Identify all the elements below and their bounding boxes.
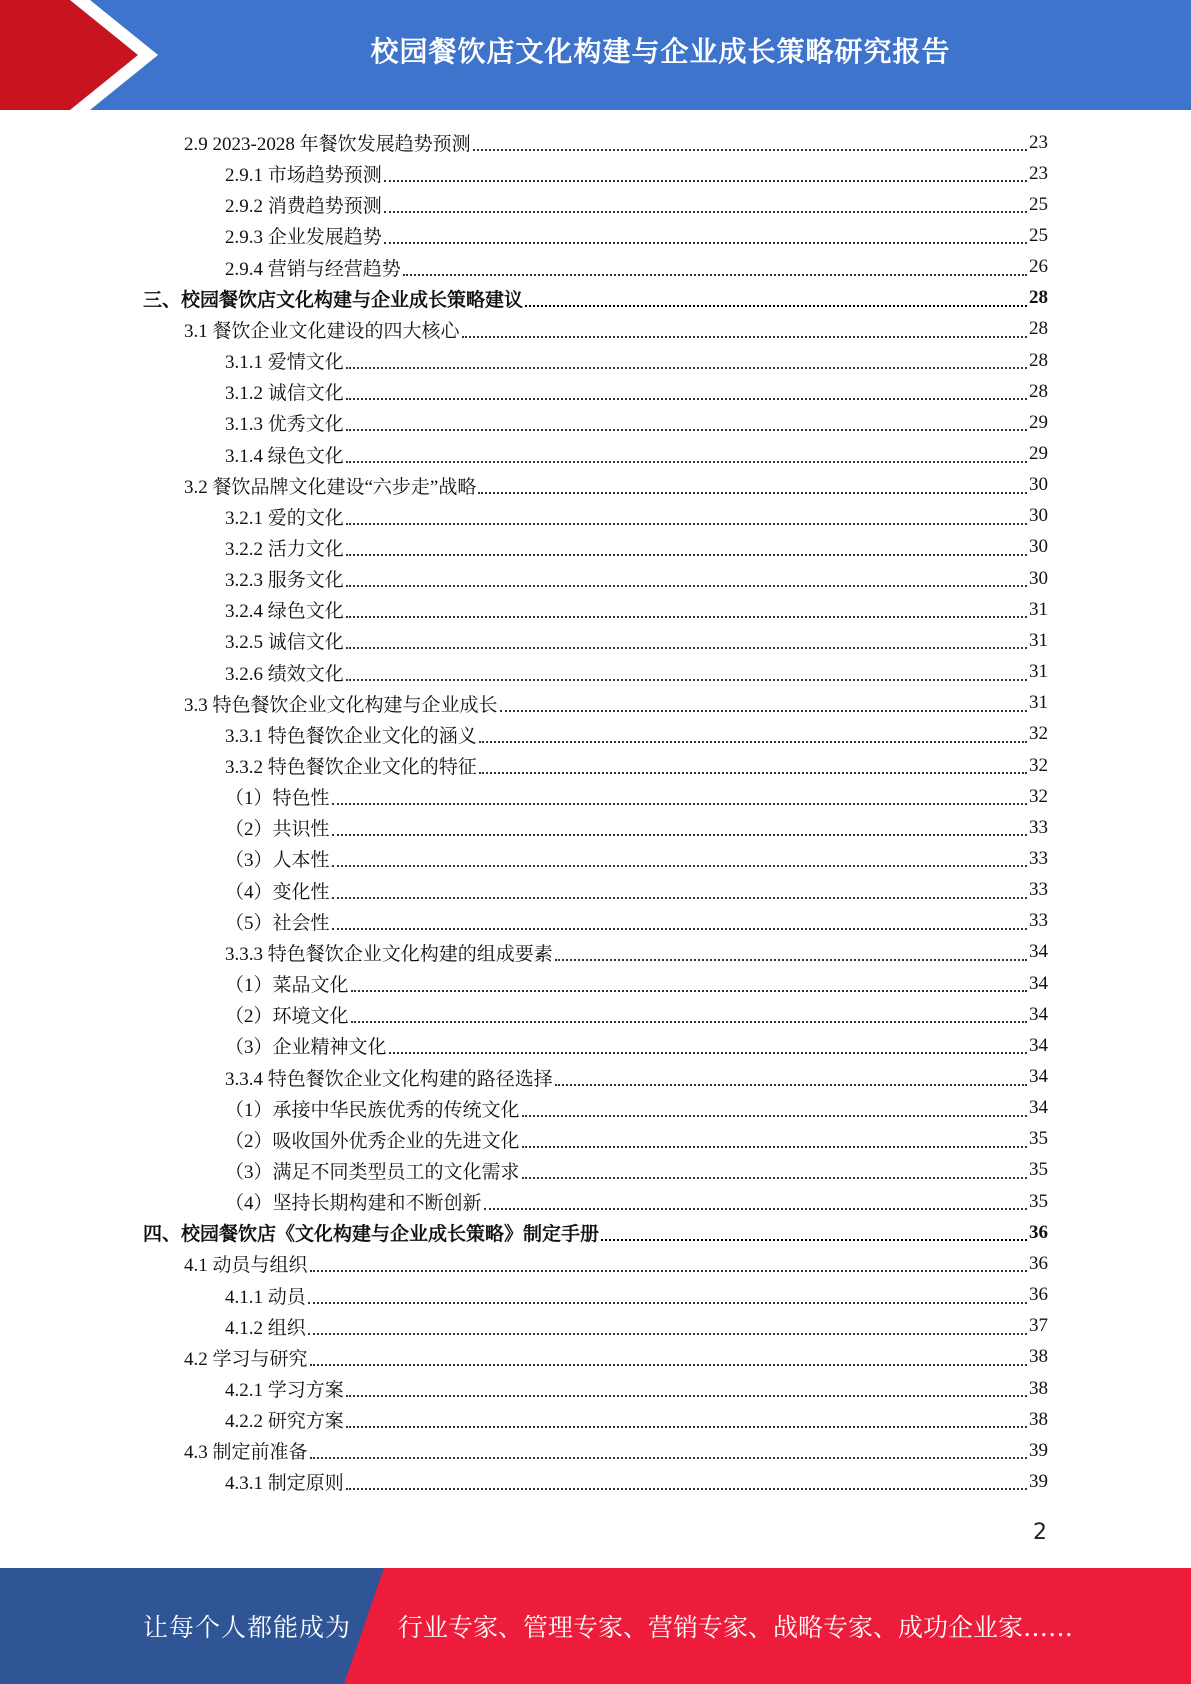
toc-entry[interactable] [225,1466,1048,1497]
toc-entry[interactable] [143,1217,1048,1248]
toc-dot-leader [310,1269,1027,1272]
toc-entry-title: 2.9.4 营销与经营趋势 [225,258,401,280]
toc-entry-title: （2）共识性 [225,819,330,841]
toc-entry-page: 36 [1029,1252,1048,1274]
toc-dot-leader [522,1176,1027,1179]
toc-entry-title: 2.9.2 消费趋势预测 [225,196,382,218]
toc-entry-title: 4.3 制定前准备 [184,1442,308,1464]
toc-dot-leader [346,646,1027,649]
toc-entry[interactable] [225,501,1048,532]
toc-entry-page: 31 [1029,661,1048,683]
toc-entry[interactable] [143,283,1048,314]
document-title: 校园餐饮店文化构建与企业成长策略研究报告 [370,35,951,68]
toc-entry[interactable] [225,750,1048,781]
toc-entry-title: 3.1.1 爱情文化 [225,352,344,374]
toc-entry-page: 34 [1029,1003,1048,1025]
toc-entry-page: 23 [1029,131,1048,153]
toc-entry[interactable] [225,906,1048,937]
toc-entry-title: 3.2 餐饮品牌文化建设“六步走”战略 [184,476,477,498]
toc-entry-page: 34 [1029,1097,1048,1119]
toc-dot-leader [310,1363,1027,1366]
footer-slogan-left: 让每个人都能成为 [143,1613,352,1642]
toc-entry[interactable] [225,1062,1048,1093]
toc-entry-page: 34 [1029,1034,1048,1056]
toc-entry-page: 30 [1029,567,1048,589]
toc-dot-leader [601,1238,1027,1241]
toc-entry-page: 29 [1029,411,1048,433]
toc-entry[interactable] [225,937,1048,968]
footer-banner [0,1568,1191,1684]
toc-dot-leader [308,1332,1027,1335]
toc-entry-title: （2）吸收国外优秀企业的先进文化 [225,1130,520,1152]
toc-dot-leader [403,273,1027,276]
toc-dot-leader [346,584,1027,587]
toc-entry-title: 三、校园餐饮店文化构建与企业成长策略建议 [143,289,524,311]
toc-dot-leader [346,678,1027,681]
page-number: 2 [1033,1520,1047,1545]
toc-entry-title: （1）菜品文化 [225,975,349,997]
toc-dot-leader [346,522,1027,525]
toc-entry-title: 3.1 餐饮企业文化建设的四大核心 [184,320,460,342]
toc-entry-title: 4.1 动员与组织 [184,1255,308,1277]
toc-entry-page: 31 [1029,692,1048,714]
toc-entry-title: 3.2.3 服务文化 [225,570,344,592]
header-red-arrow [0,0,138,110]
toc-dot-leader [332,833,1027,836]
toc-entry-title: 4.1.1 动员 [225,1286,306,1308]
toc-entry[interactable] [225,719,1048,750]
toc-entry-title: 2.9 2023-2028 年餐饮发展趋势预测 [184,134,471,155]
toc-entry-title: （2）环境文化 [225,1006,349,1028]
toc-dot-leader [346,1487,1027,1490]
toc-entry[interactable] [225,1155,1048,1186]
toc-entry-title: （4）变化性 [225,881,330,903]
toc-entry-title: 4.2.2 研究方案 [225,1411,344,1433]
toc-entry[interactable] [225,625,1048,656]
toc-entry-title: 3.1.2 诚信文化 [225,383,344,405]
toc-dot-leader [522,1145,1027,1148]
toc-entry[interactable] [225,1373,1048,1404]
toc-entry-page: 31 [1029,629,1048,651]
toc-entry[interactable] [225,1186,1048,1217]
toc-entry[interactable] [225,532,1048,563]
toc-entry[interactable] [225,999,1048,1030]
toc-dot-leader [346,366,1027,369]
toc-entry-page: 35 [1029,1128,1048,1150]
toc-entry[interactable] [225,781,1048,812]
toc-dot-leader [479,771,1027,774]
toc-entry-title: 3.3.1 特色餐饮企业文化的涵义 [225,725,477,747]
toc-entry-title: 四、校园餐饮店《文化构建与企业成长策略》制定手册 [143,1224,600,1246]
toc-dot-leader [484,1207,1027,1210]
toc-entry-page: 28 [1029,380,1048,402]
toc-dot-leader [332,802,1027,805]
toc-entry-title: 3.1.4 绿色文化 [225,445,344,467]
toc-entry[interactable] [225,345,1048,376]
toc-entry[interactable] [225,968,1048,999]
toc-entry[interactable] [225,657,1048,688]
toc-entry[interactable] [225,563,1048,594]
toc-dot-leader [346,397,1027,400]
toc-entry-page: 26 [1029,256,1048,278]
toc-entry[interactable] [225,843,1048,874]
toc-dot-leader [351,989,1027,992]
toc-dot-leader [346,1394,1027,1397]
toc-entry-page: 38 [1029,1408,1048,1430]
toc-entry-page: 35 [1029,1159,1048,1181]
toc-entry-page: 30 [1029,505,1048,527]
toc-entry[interactable] [225,875,1048,906]
toc-entry[interactable] [184,127,1048,158]
toc-entry-page: 28 [1029,349,1048,371]
toc-entry-title: 4.2 学习与研究 [184,1348,308,1370]
toc-dot-leader [525,304,1027,307]
toc-entry-page: 34 [1029,972,1048,994]
toc-entry-title: 3.2.4 绿色文化 [225,601,344,623]
toc-entry[interactable] [225,220,1048,251]
toc-entry[interactable] [225,1093,1048,1124]
toc-dot-leader [384,179,1027,182]
toc-dot-leader [555,958,1027,961]
toc-entry-page: 35 [1029,1190,1048,1212]
toc-entry-title: （3）企业精神文化 [225,1037,387,1059]
toc-entry-page: 32 [1029,754,1048,776]
toc-dot-leader [500,709,1027,712]
toc-entry[interactable] [184,470,1048,501]
toc-entry-page: 33 [1029,847,1048,869]
toc-entry-page: 39 [1029,1470,1048,1492]
toc-entry-page: 34 [1029,1066,1048,1087]
toc-entry[interactable] [225,1280,1048,1311]
toc-dot-leader [346,553,1027,556]
toc-entry-page: 31 [1029,598,1048,620]
toc-entry-title: 3.2.1 爱的文化 [225,507,344,529]
toc-dot-leader [462,335,1027,338]
toc-entry[interactable] [225,189,1048,220]
toc-entry[interactable] [225,1030,1048,1061]
toc-entry-page: 25 [1029,224,1048,246]
toc-entry[interactable] [184,1435,1048,1466]
toc-entry-title: （3）人本性 [225,850,330,872]
toc-entry[interactable] [225,252,1048,283]
toc-entry-page: 25 [1029,193,1048,215]
toc-entry[interactable] [225,812,1048,843]
toc-entry[interactable] [225,158,1048,189]
toc-entry-title: 2.9.1 市场趋势预测 [225,165,382,187]
toc-entry[interactable] [184,688,1048,719]
toc-entry[interactable] [225,439,1048,470]
toc-dot-leader [310,1456,1027,1459]
toc-entry-page: 39 [1029,1439,1048,1461]
toc-dot-leader [346,460,1027,463]
toc-dot-leader [384,241,1027,244]
toc-entry-page: 38 [1029,1377,1048,1399]
toc-entry-title: （5）社会性 [225,912,330,934]
toc-entry-title: 3.2.6 绩效文化 [225,663,344,685]
toc-dot-leader [384,210,1027,213]
toc-dot-leader [332,864,1027,867]
toc-entry-title: 3.2.2 活力文化 [225,538,344,560]
toc-entry-title: 3.1.3 优秀文化 [225,414,344,436]
toc-entry-page: 32 [1029,723,1048,745]
toc-entry[interactable] [225,594,1048,625]
toc-entry-page: 30 [1029,474,1048,496]
toc-entry-page: 33 [1029,910,1048,932]
toc-entry-title: 2.9.3 企业发展趋势 [225,227,382,249]
toc-entry-page: 23 [1029,162,1048,184]
toc-dot-leader [522,1114,1027,1117]
toc-entry-page: 32 [1029,785,1048,807]
toc-dot-leader [555,1083,1027,1086]
toc-dot-leader [346,428,1027,431]
toc-dot-leader [332,896,1027,899]
toc-entry-page: 33 [1029,879,1048,901]
toc-entry-title: （1）承接中华民族优秀的传统文化 [225,1099,520,1121]
toc-entry[interactable] [184,1248,1048,1279]
toc-entry-title: 3.3.4 特色餐饮企业文化构建的路径选择 [225,1068,553,1090]
toc-entry-title: 3.3.3 特色餐饮企业文化构建的组成要素 [225,943,553,965]
toc-entry-page: 33 [1029,816,1048,838]
toc-dot-leader [332,927,1027,930]
toc-entry-title: （3）满足不同类型员工的文化需求 [225,1161,520,1183]
toc-entry[interactable] [225,1124,1048,1155]
toc-entry-page: 34 [1029,941,1048,963]
toc-entry-page: 28 [1029,287,1048,309]
header-banner [0,0,1191,110]
toc-entry-title: （4）坚持长期构建和不断创新 [225,1193,482,1215]
toc-entry-title: 4.2.1 学习方案 [225,1380,344,1401]
toc-dot-leader [473,148,1027,151]
toc-entry[interactable] [184,314,1048,345]
toc-entry-title: 3.3.2 特色餐饮企业文化的特征 [225,757,477,778]
toc-entry-page: 28 [1029,318,1048,340]
toc-entry-page: 30 [1029,536,1048,558]
toc-entry-page: 36 [1029,1221,1048,1243]
toc-entry[interactable] [225,1404,1048,1435]
toc-entry[interactable] [184,1342,1048,1373]
toc-entry[interactable] [225,1311,1048,1342]
toc-entry-page: 37 [1029,1315,1048,1337]
toc-entry-title: 3.3 特色餐饮企业文化构建与企业成长 [184,694,498,716]
toc-dot-leader [346,1425,1027,1428]
toc-entry[interactable] [225,376,1048,407]
toc-entry[interactable] [225,407,1048,438]
toc-entry-title: 3.2.5 诚信文化 [225,632,344,654]
toc-dot-leader [478,491,1027,494]
toc-entry-title: （1）特色性 [225,788,330,810]
toc-entry-page: 38 [1029,1346,1048,1368]
footer-slogan-right: 行业专家、管理专家、营销专家、战略专家、成功企业家…… [398,1613,1074,1642]
toc-dot-leader [479,740,1027,743]
toc-dot-leader [351,1020,1027,1023]
toc-dot-leader [346,615,1027,618]
toc-entry-page: 36 [1029,1284,1048,1306]
toc-dot-leader [308,1301,1027,1304]
toc-dot-leader [389,1051,1027,1054]
toc-entry-title: 4.3.1 制定原则 [225,1473,344,1495]
toc-entry-title: 4.1.2 组织 [225,1317,306,1339]
toc-entry-page: 29 [1029,443,1048,464]
